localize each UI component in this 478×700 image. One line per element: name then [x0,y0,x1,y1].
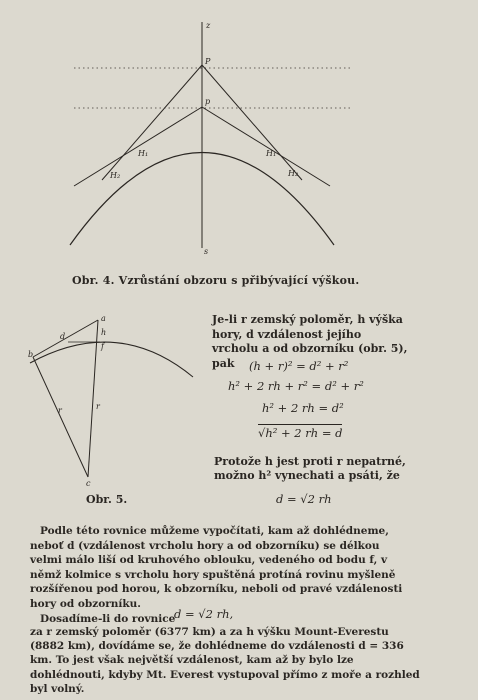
label-h: h [101,328,107,337]
equation-5: d = √2 rh [276,492,332,506]
figure-5-caption: Obr. 5. [86,493,128,506]
equation-6: d = √2 rh, [174,607,234,621]
label-H2-right: H₂ [288,169,299,178]
radius-left [33,357,88,477]
right-column-text: Je-li r zemský poloměr, h výška hory, d vzdálenost jejího vrcholu a od obzorníku (obr. 5), pak [212,313,408,370]
label-H2-left: H₂ [110,171,121,180]
equation-4: √h² + 2 rh = d [258,426,343,440]
earth-arc-small [30,342,193,377]
paragraph-podle: Podle této rovnice můžeme vypočítati, kam až dohlédneme, neboť d (vzdálenost vrcholu hory a od obzorníku) se délkou velmi málo liší od kruhového oblouku, vedeného od bodu f, v němž kolmice s vrcholu hory spuštěná protíná rovinu myšleně rozšířenou pod horou, k obzorníku, neboli od pravé vzdálenosti hory od obzorníku. [30,525,403,610]
label-P: P [205,57,211,66]
label-a: a [101,314,106,323]
equation-2: h² + 2 rh + r² = d² + r² [228,379,364,393]
figure-4-diagram [60,10,360,265]
tangent-high-left [102,65,202,180]
paragraph-dosadime: Dosadíme-li do rovnice [40,612,176,625]
label-p: p [205,97,211,106]
label-H1-right: H₁ [266,149,277,158]
label-r-right: r [96,402,100,411]
body-paragraph-2: za r zemský poloměr (6377 km) a za h výšku Mount-Everestu (8882 km), dovídáme se, že dohlédneme do vzdálenosti d = 336 km. To jest však největší vzdálenost, kam až by bylo lze dohlédnouti, kdyby Mt. Everest vystupoval přímo z moře a rozhled byl volný. [30,626,420,695]
equation-3: h² + 2 rh = d² [262,401,344,415]
label-f: f [101,342,104,351]
figure-5-diagram [28,305,208,490]
label-s: s [204,247,209,256]
label-H1-left: H₁ [138,149,149,158]
label-b: b [28,350,34,359]
tangent-high-right [202,65,302,180]
equation-1: (h + r)² = d² + r² [249,359,349,373]
label-c: c [86,479,91,488]
label-z: z [206,21,211,30]
figure-4-caption: Obr. 4. Vzrůstání obzoru s přibývající výškou. [72,274,360,287]
label-d: d [60,332,66,341]
radius-vertical [88,320,98,477]
tangent-d [33,320,98,357]
label-r-left: r [58,406,62,415]
protoze-paragraph: Protože h jest proti r nepatrné, možno h² vynechati a psáti, že [214,455,406,482]
